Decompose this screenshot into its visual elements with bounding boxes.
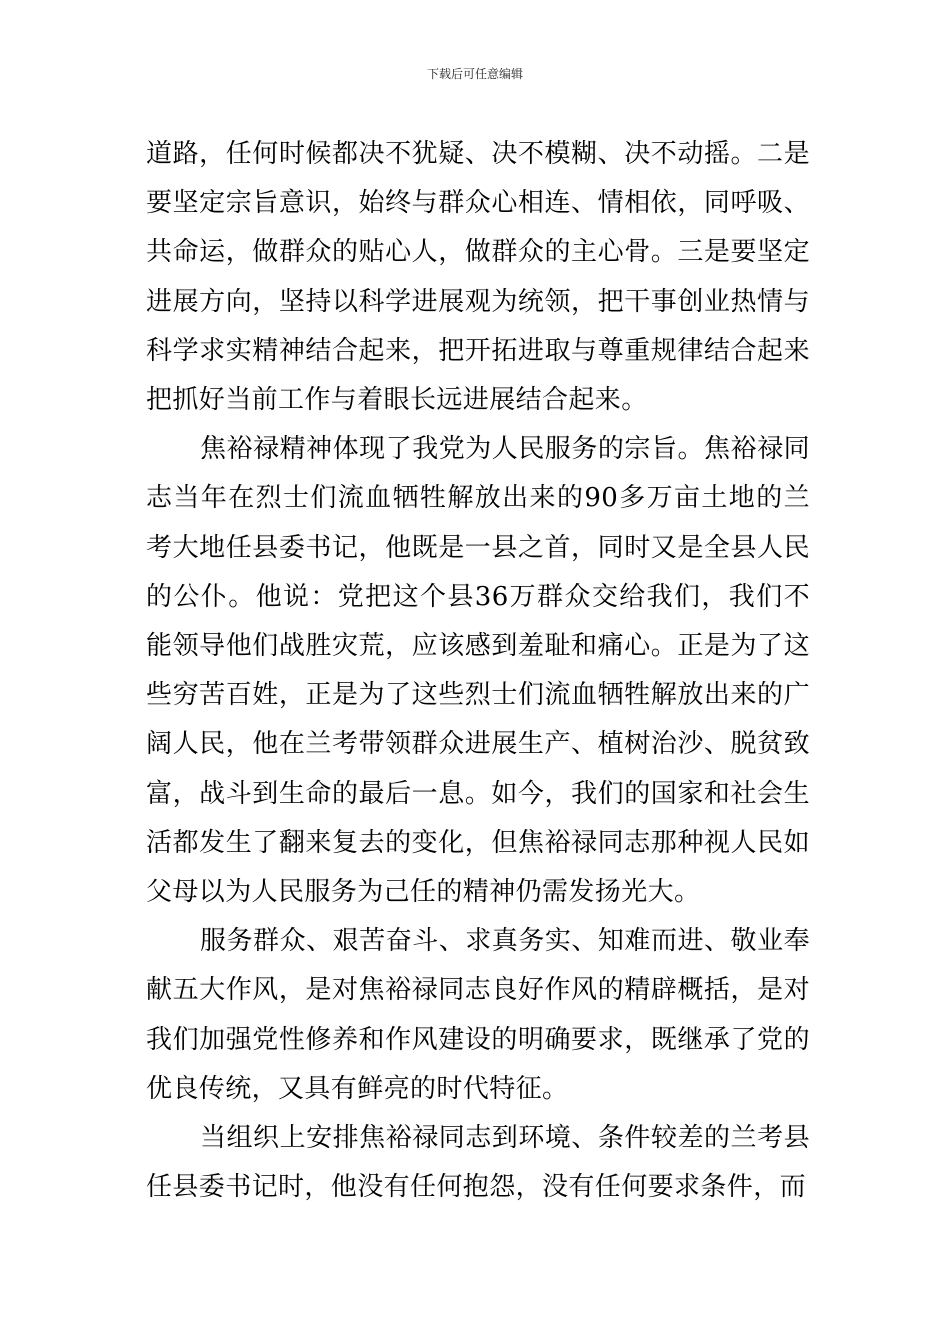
document-body bbox=[146, 130, 810, 1212]
paragraph: 焦裕禄精神体现了我党为人民服务的宗旨。焦裕禄同志当年在烈士们流血牺牲解放出来的90多万亩土地的兰考大地任县委书记，他既是一县之首，同时又是全县人民的公仆。他说：党把这个县36万群众交给我们，我们不能领导他们战胜灾荒，应该感到羞耻和痛心。正是为了这些穷苦百姓，正是为了这些烈士们流血牺牲解放出来的广阔人民，他在兰考带领群众进展生产、植树治沙、脱贫致富，战斗到生命的最后一息。如今，我们的国家和社会生活都发生了翻来复去的变化，但焦裕禄同志那种视人民如父母以为人民服务为己任的精神仍需发扬光大。 bbox=[146, 434, 810, 908]
paragraph-continuation: 道路，任何时候都决不犹疑、决不模糊、决不动摇。二是要坚定宗旨意识，始终与群众心相连、情相依，同呼吸、共命运，做群众的贴心人，做群众的主心骨。三是要坚定进展方向，坚持以科学进展观为统领，把干事创业热情与科学求实精神结合起来，把开拓进取与尊重规律结合起来把抓好当前工作与着眼长远进展结合起来。 bbox=[146, 139, 810, 416]
paragraph: 服务群众、艰苦奋斗、求真务实、知难而进、敬业奉献五大作风，是对焦裕禄同志良好作风的精辟概括，是对我们加强党性修养和作风建设的明确要求，既继承了党的优良传统，又具有鲜亮的时代特征。 bbox=[146, 926, 810, 1104]
page-header: 下载后可任意编辑 bbox=[426, 67, 523, 81]
paragraph: 当组织上安排焦裕禄同志到环境、条件较差的兰考县任县委书记时，他没有任何抱怨，没有任何要求条件，而 bbox=[146, 1123, 810, 1203]
